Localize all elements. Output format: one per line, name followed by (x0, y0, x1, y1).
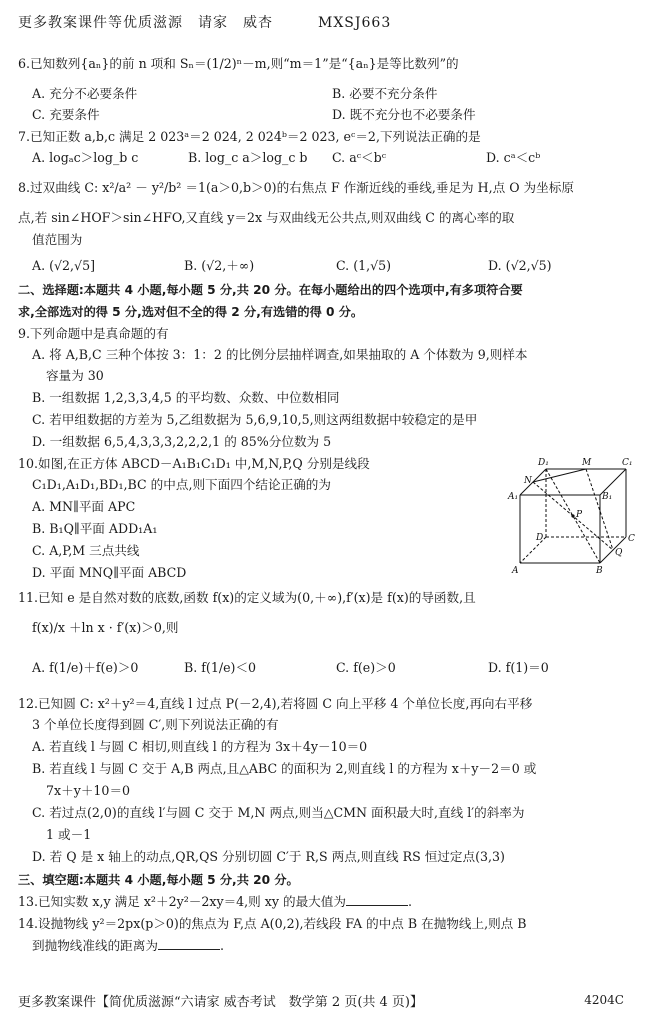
label-a: A (512, 566, 519, 576)
q10-option-d: D. 平面 MNQ∥平面 ABCD (32, 565, 187, 580)
q12-option-c-2: 1 或－1 (46, 827, 92, 842)
q9-option-a-1: A. 将 A,B,C 三种个体按 3：1：2 的比例分层抽样调查,如果抽取的 A 个体数为 9,则样本 (32, 347, 528, 362)
q9-option-a-2: 容量为 30 (46, 368, 104, 383)
q10-option-a: A. MN∥平面 APC (32, 499, 136, 514)
label-b: B (596, 566, 603, 576)
q6-stem: 6.已知数列{aₙ}的前 n 项和 Sₙ＝(1/2)ⁿ－m,则“m＝1”是“{aₙ}是等比数列”的 (18, 56, 459, 71)
q6-option-a: A. 充分不必要条件 (32, 86, 138, 101)
q8-option-a: A. (√2,√5] (32, 258, 96, 273)
label-b1: B₁ (602, 492, 613, 502)
q7-option-c: C. aᶜ＜bᶜ (332, 150, 387, 165)
label-a1: A₁ (508, 492, 519, 502)
q12-line-2: 3 个单位长度得到圆 C′,则下列说法正确的有 (32, 717, 279, 732)
q10-option-c: C. A,P,M 三点共线 (32, 543, 140, 558)
q12-line-1: 12.已知圆 C: x²＋y²＝4,直线 l 过点 P(－2,4),若将圆 C 向上平移 4 个单位长度,再向右平移 (18, 696, 533, 711)
q8-line-3: 值范围为 (32, 232, 83, 247)
q9-option-d: D. 一组数据 6,5,4,3,3,3,2,2,2,1 的 85%分位数为 5 (32, 434, 332, 449)
q8-line-2: 点,若 sin∠HOF＞sin∠HFO,又直线 y＝2x 与双曲线无公共点,则双曲线 C 的离心率的取 (18, 210, 515, 225)
page-footer: 更多教案课件【简优质滋源“六请家 威杏考试 数学第 2 页(共 4 页)】 (18, 995, 423, 1010)
q13-line: 13.已知实数 x,y 满足 x²＋2y²－2xy＝4,则 xy 的最大值为 . (18, 894, 412, 909)
q8-option-b: B. (√2,＋∞) (184, 258, 255, 273)
label-p: P (576, 510, 583, 520)
q12-option-a: A. 若直线 l 与圆 C 相切,则直线 l 的方程为 3x＋4y－10＝0 (32, 739, 368, 754)
label-q: Q (615, 548, 623, 558)
q6-option-c: C. 充要条件 (32, 107, 100, 122)
label-m: M (582, 458, 592, 468)
q14-answer-blank[interactable] (158, 938, 220, 950)
q8-option-c: C. (1,√5) (336, 258, 392, 273)
q14-line-1: 14.设抛物线 y²＝2px(p＞0)的焦点为 F,点 A(0,2),若线段 FA 的中点 B 在抛物线上,则点 B (18, 916, 527, 931)
q12-option-c-1: C. 若过点(2,0)的直线 l′与圆 C 交于 M,N 两点,则当△CMN 面积最大时,直线 l′的斜率为 (32, 805, 525, 820)
q9-stem: 9.下列命题中是真命题的有 (18, 326, 169, 341)
q13-answer-blank[interactable] (346, 894, 408, 906)
footer-code: 4204C (584, 993, 624, 1007)
q10-line-2: C₁D₁,A₁D₁,BD₁,BC 的中点,则下面四个结论正确的为 (32, 477, 331, 492)
cube-figure (504, 455, 638, 577)
q6-option-b: B. 必要不充分条件 (332, 86, 438, 101)
q10-line-1: 10.如图,在正方体 ABCD－A₁B₁C₁D₁ 中,M,N,P,Q 分别是线段 (18, 456, 370, 471)
q9-option-c: C. 若甲组数据的方差为 5,乙组数据为 5,6,9,10,5,则这两组数据中较稳定的是甲 (32, 412, 478, 427)
q7-option-b: B. log_c a＞log_c b (188, 150, 308, 165)
section-2-line-2: 求,全部选对的得 5 分,选对但不全的得 2 分,有选错的得 0 分。 (18, 305, 364, 319)
q9-option-b: B. 一组数据 1,2,3,3,4,5 的平均数、众数、中位数相同 (32, 390, 340, 405)
q13-text: 13.已知实数 x,y 满足 x²＋2y²－2xy＝4,则 xy 的最大值为 (18, 894, 346, 909)
q8-line-1: 8.过双曲线 C: x²/a² － y²/b² ＝1(a＞0,b＞0)的右焦点 F 作渐近线的垂线,垂足为 H,点 O 为坐标原 (18, 180, 574, 195)
q12-option-b-2: 7x＋y＋10＝0 (46, 783, 131, 798)
label-d: D (536, 533, 544, 543)
q11-option-b: B. f(1/e)＜0 (184, 660, 257, 675)
section-3-title: 三、填空题:本题共 4 小题,每小题 5 分,共 20 分。 (18, 873, 299, 887)
section-2-line-1: 二、选择题:本题共 4 小题,每小题 5 分,共 20 分。在每小题给出的四个选项中,有多项符合要 (18, 283, 523, 297)
q14-line-2: 到抛物线准线的距离为 . (32, 938, 224, 953)
label-d1: D₁ (538, 458, 549, 468)
q7-option-d: D. cᵃ＜cᵇ (486, 150, 541, 165)
q12-option-d: D. 若 Q 是 x 轴上的动点,QR,QS 分别切圆 C′于 R,S 两点,则直线 RS 恒过定点(3,3) (32, 849, 505, 864)
q7-option-a: A. logₐc＞log_b c (32, 150, 139, 165)
label-n: N (524, 476, 532, 486)
q11-option-a: A. f(1/e)＋f(e)＞0 (32, 660, 139, 675)
q12-option-b-1: B. 若直线 l 与圆 C 交于 A,B 两点,且△ABC 的面积为 2,则直线 l 的方程为 x＋y－2＝0 或 (32, 761, 537, 776)
q11-option-c: C. f(e)＞0 (336, 660, 396, 675)
q14-text: 到抛物线准线的距离为 (32, 938, 158, 953)
q11-line-1: 11.已知 e 是自然对数的底数,函数 f(x)的定义域为(0,＋∞),f′(x)是 f(x)的导函数,且 (18, 590, 476, 605)
label-c1: C₁ (622, 458, 633, 468)
label-c: C (628, 534, 635, 544)
q10-option-b: B. B₁Q∥平面 ADD₁A₁ (32, 521, 158, 536)
q8-option-d: D. (√2,√5) (488, 258, 552, 273)
q6-option-d: D. 既不充分也不必要条件 (332, 107, 476, 122)
page-header: 更多教案课件等优质滋源 请家 威杏 MXSJ663 (18, 15, 392, 31)
q11-line-2: f(x)/x ＋ln x · f′(x)＞0,则 (32, 620, 179, 635)
q7-stem: 7.已知正数 a,b,c 满足 2 023ᵃ＝2 024, 2 024ᵇ＝2 023, eᶜ＝2,下列说法正确的是 (18, 129, 481, 144)
q11-option-d: D. f(1)＝0 (488, 660, 549, 675)
